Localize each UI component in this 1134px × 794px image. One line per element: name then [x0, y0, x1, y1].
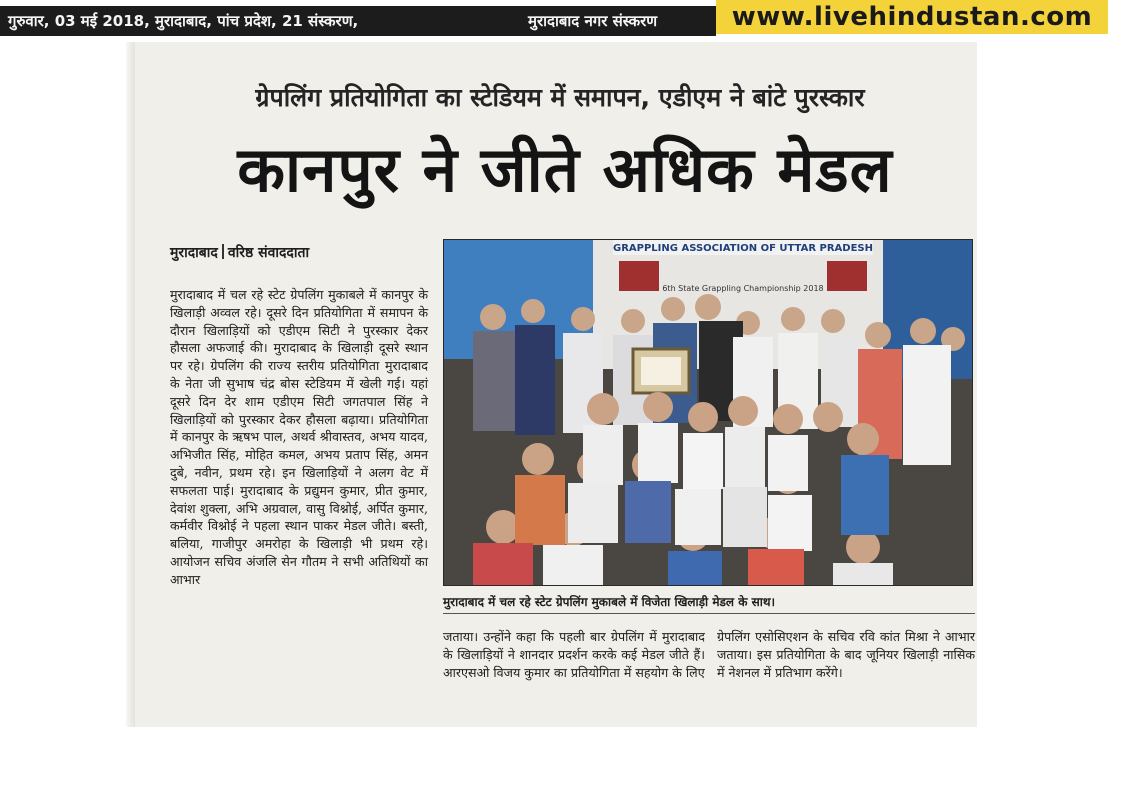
byline-place: मुरादाबाद: [170, 245, 218, 261]
photo-caption: मुरादाबाद में चल रहे स्टेट ग्रेपलिंग मुकाबले में विजेता खिलाड़ी मेडल के साथ।: [443, 595, 776, 609]
main-headline: कानपुर ने जीते अधिक मेडल: [237, 133, 893, 206]
edition-label: मुरादाबाद नगर संस्करण: [528, 12, 658, 30]
article-column-1: [170, 286, 428, 589]
masthead: [0, 0, 1134, 36]
paper-shadow: [126, 42, 135, 727]
byline: [170, 243, 309, 262]
news-photo: [443, 239, 973, 586]
kicker-headline: ग्रेपलिंग प्रतियोगिता का स्टेडियम में समापन, एडीएम ने बांटे पुरस्कार: [255, 83, 865, 112]
article-body-3: ग्रेपलिंग एसोसिएशन के सचिव रवि कांत मिश्रा ने आभार जताया। इस प्रतियोगिता के बाद जूनियर खिलाड़ी नासिक में नेशनल में प्रतिभाग करेंगे।: [717, 629, 975, 680]
caption-rule: [443, 613, 975, 614]
article-column-3: [717, 628, 975, 681]
article-body-1: मुरादाबाद में चल रहे स्टेट ग्रेपलिंग मुकाबले में कानपुर के खिलाड़ी अव्वल रहे। दूसरे दिन प्रतियोगिता में समापन के दौरान खिलाड़ियों को एडीएम सिटी ने पुरस्कार देकर हौसला अफजाई की। मुरादाबाद के खिलाड़ी दूसरे स्थान पर रहे। ग्रेपलिंग की राज्य स्तरीय प्रतियोगिता मुरादाबाद के नेता जी सुभाष चंद्र बोस स्टेडियम में खेली गई। यहां दूसरे दिन देर शाम एडीएम सिटी जगतपाल सिंह ने खिलाड़ियों को पुरस्कार देकर हौसला बढ़ाया। प्रतियोगिता में कानपुर के ऋषभ पाल, अथर्व श्रीवास्तव, अभय यादव, अभिजीत सिंह, मोहित कमल, अभय प्रताप सिंह, अमन दुबे, नवीन, प्रथम रहे। इन खिलाड़ियों ने अलग वेट में सफलता पाई। मुरादाबाद के प्रद्युमन कुमार, प्रीत कुमार, देवांश शुक्ला, अभि अग्रवाल, वासु विश्नोई, अर्पित कुमार, कर्मवीर विश्नोई ने पहला स्थान पाकर मेडल जीते। बस्ती, बलिया, गाजीपुर अमरोहा के खिलाड़ी भी प्रथम रहे। आयोजन सचिव अंजलि सेन गौतम ने सभी अतिथियों का आभार: [170, 287, 428, 587]
website-url[interactable]: www.livehindustan.com: [716, 0, 1108, 34]
article-body-2: जताया। उन्होंने कहा कि पहली बार ग्रेपलिंग में मुरादाबाद के खिलाड़ियों ने शानदार प्रदर्शन करके कई मेडल जीते हैं। आरएसओ विजय कुमार का प्रतियोगिता में सहयोग के लिए: [443, 629, 705, 680]
byline-reporter: वरिष्ठ संवाददाता: [227, 245, 310, 261]
photo-banner-text: GRAPPLING ASSOCIATION OF UTTAR PRADESH: [613, 243, 873, 254]
masthead-band: [0, 6, 716, 36]
photo-illustration: [443, 239, 973, 586]
dateline: गुरुवार, 03 मई 2018, मुरादाबाद, पांच प्रदेश, 21 संस्करण,: [8, 12, 359, 30]
photo-banner-subtext: 6th State Grappling Championship 2018: [662, 284, 824, 293]
article-column-2: [443, 628, 705, 681]
byline-separator: [222, 244, 224, 259]
